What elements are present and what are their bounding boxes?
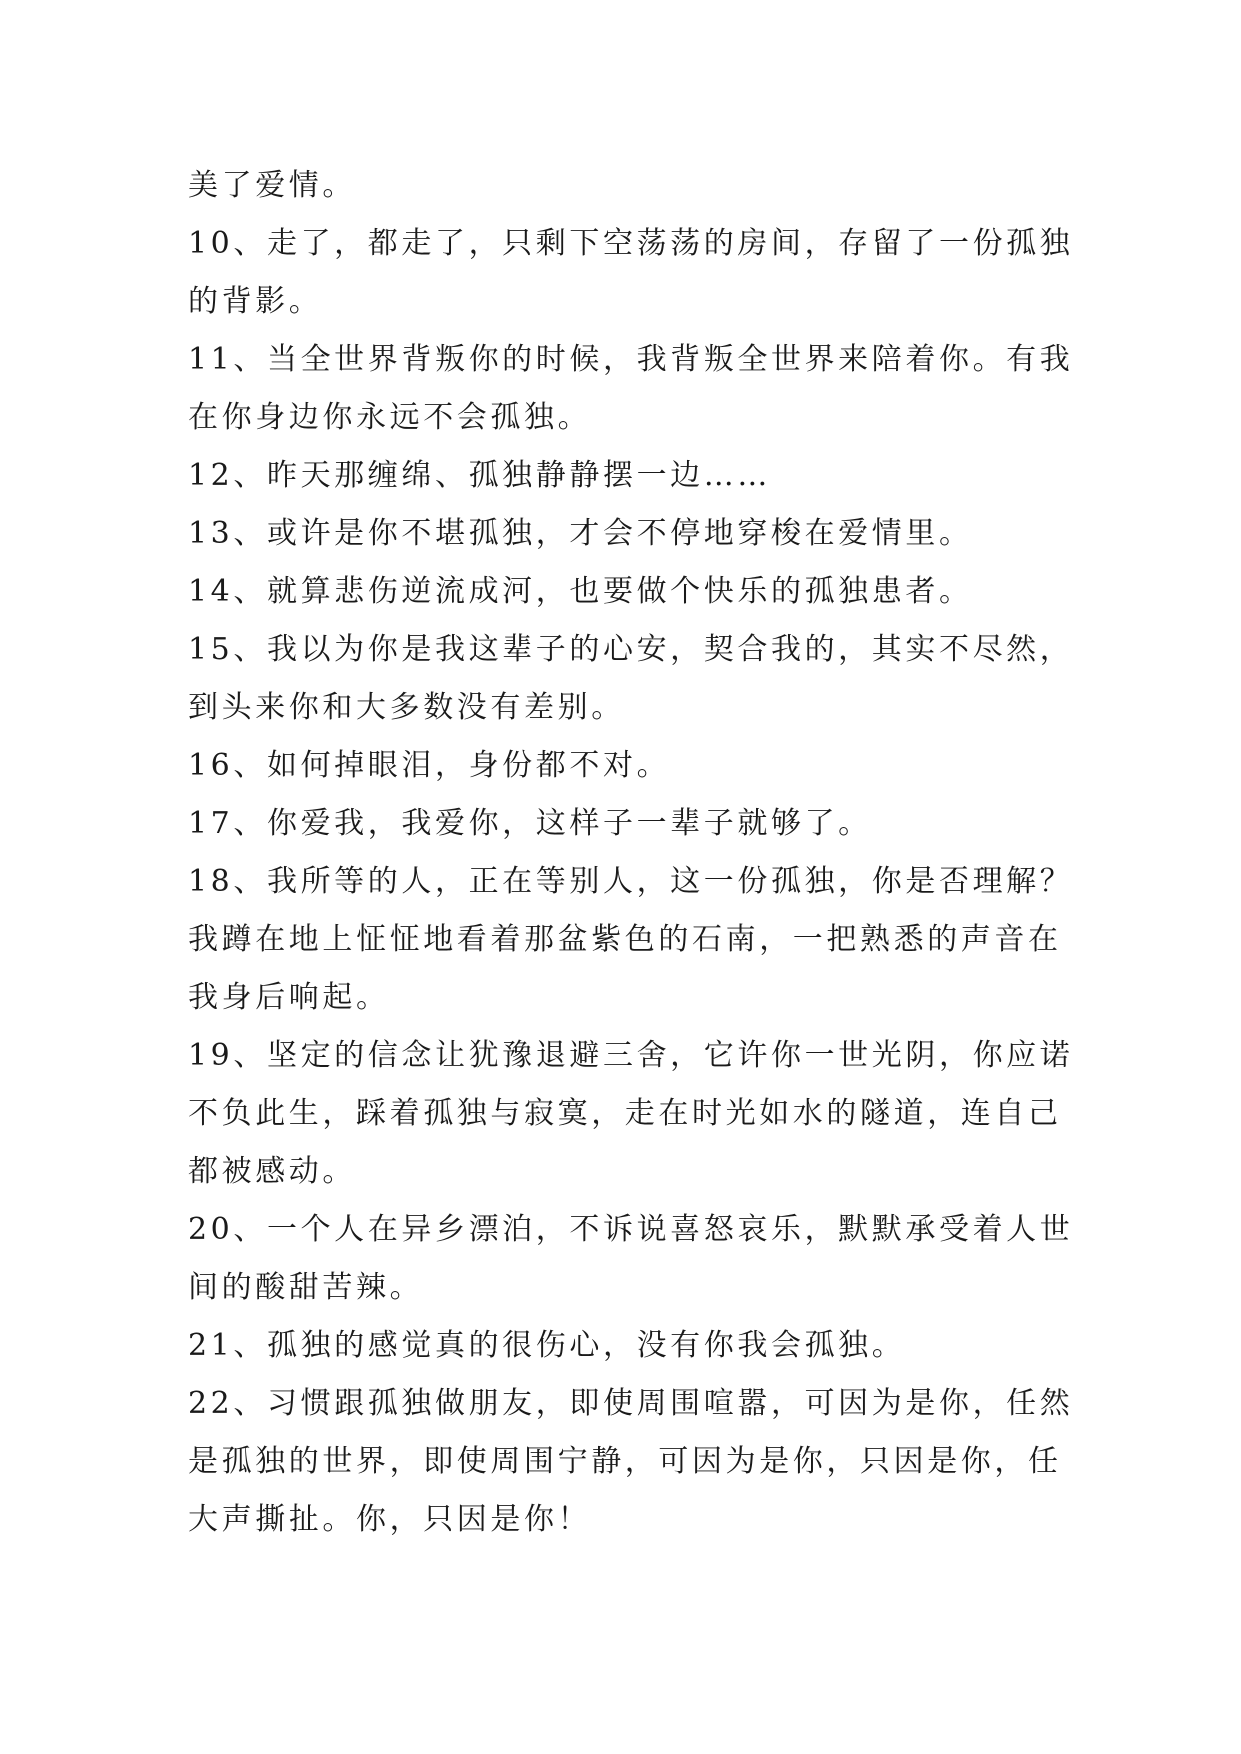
text-line: 19、坚定的信念让犹豫退避三舍，它许你一世光阴，你应诺 [188,1038,1074,1073]
text-line: 10、走了，都走了，只剩下空荡荡的房间，存留了一份孤独 [188,226,1074,261]
text-line: 大声撕扯。你，只因是你！ [188,1502,592,1537]
text-line: 13、或许是你不堪孤独，才会不停地穿梭在爱情里。 [188,516,973,551]
text-line: 17、你爱我，我爱你，这样子一辈子就够了。 [188,806,872,841]
text-line: 16、如何掉眼泪，身份都不对。 [188,748,671,783]
text-line: 在你身边你永远不会孤独。 [188,400,592,435]
document-body [188,157,1074,1549]
text-line: 到头来你和大多数没有差别。 [188,690,625,725]
text-line: 20、一个人在异乡漂泊，不诉说喜怒哀乐，默默承受着人世 [188,1212,1074,1247]
text-line: 21、孤独的感觉真的很伤心，没有你我会孤独。 [188,1328,906,1363]
text-line: 的背影。 [188,284,323,319]
text-line: 15、我以为你是我这辈子的心安，契合我的，其实不尽然， [188,632,1074,667]
text-line: 11、当全世界背叛你的时候，我背叛全世界来陪着你。有我 [188,342,1074,377]
text-line: 14、就算悲伤逆流成河，也要做个快乐的孤独患者。 [188,574,973,609]
text-line: 间的酸甜苦辣。 [188,1270,424,1305]
text-line: 不负此生，踩着孤独与寂寞，走在时光如水的隧道，连自己 [188,1096,1062,1131]
text-line: 是孤独的世界，即使周围宁静，可因为是你，只因是你，任 [188,1444,1062,1479]
text-line: 美了爱情。 [188,168,356,203]
text-line: 18、我所等的人，正在等别人，这一份孤独，你是否理解？ [188,864,1074,899]
text-line: 我身后响起。 [188,980,390,1015]
text-line: 22、习惯跟孤独做朋友，即使周围喧嚣，可因为是你，任然 [188,1386,1074,1421]
text-line: 12、昨天那缠绵、孤独静静摆一边…… [188,458,771,493]
text-line: 都被感动。 [188,1154,356,1189]
text-line: 我蹲在地上怔怔地看着那盆紫色的石南，一把熟悉的声音在 [188,922,1062,957]
